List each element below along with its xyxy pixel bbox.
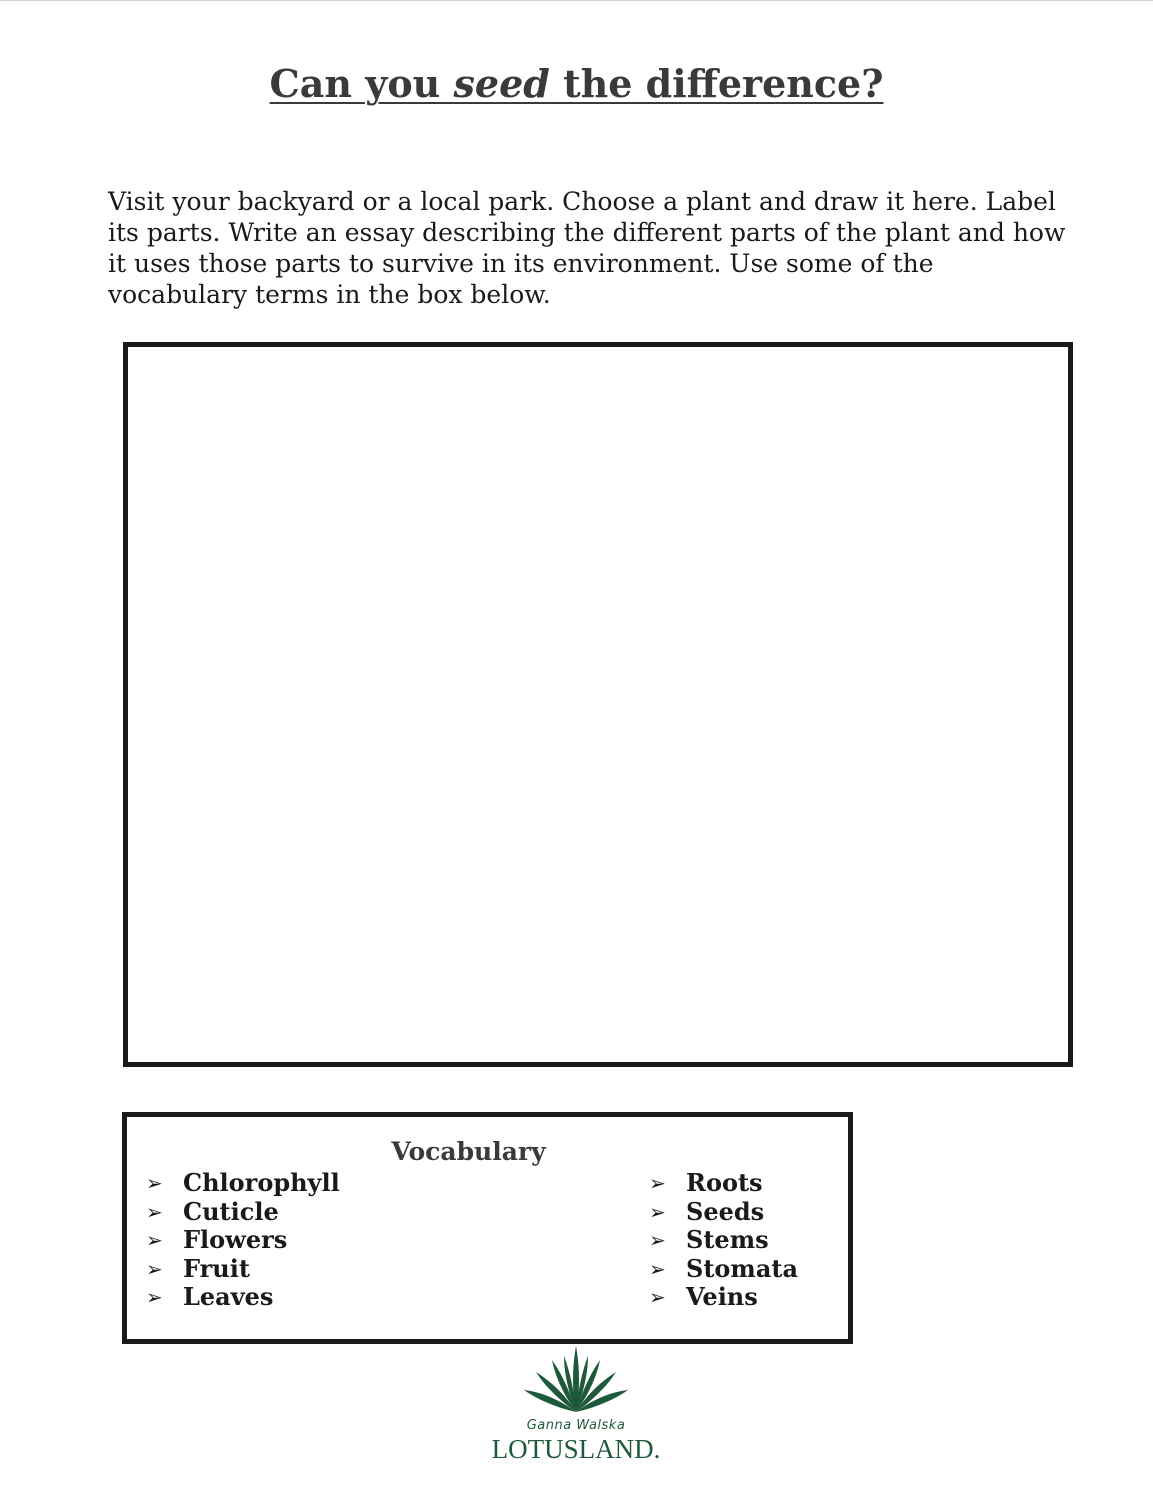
vocabulary-item: ➢ Fruit xyxy=(146,1253,250,1283)
vocabulary-box xyxy=(122,1112,853,1344)
arrowhead-bullet-icon: ➢ xyxy=(146,1171,163,1195)
arrowhead-bullet-icon: ➢ xyxy=(649,1199,666,1224)
arrowhead-bullet-icon: ➢ xyxy=(146,1199,163,1224)
vocabulary-item: ➢ Chlorophyll xyxy=(146,1168,340,1197)
title-before: Can you xyxy=(269,61,454,106)
vocabulary-item: ➢ Stomata xyxy=(649,1253,799,1283)
instructions-paragraph: Visit your backyard or a local park. Choose a plant and draw it here. Label its parts. Write an essay describing the different parts of the plant and how it uses those parts to survive in its environment. Use some of the vocabulary terms in the box below. xyxy=(108,187,1066,309)
vocabulary-item: ➢ Leaves xyxy=(146,1282,274,1311)
vocabulary-item: ➢ Cuticle xyxy=(146,1196,279,1226)
top-rule xyxy=(0,0,1153,1)
vocabulary-item: ➢ Seeds xyxy=(649,1196,765,1226)
vocabulary-list-right xyxy=(649,1169,798,1312)
logo-subtitle: Ganna Walska xyxy=(526,1418,626,1433)
lotus-icon xyxy=(524,1346,628,1416)
arrowhead-bullet-icon: ➢ xyxy=(649,1171,666,1195)
vocabulary-item: ➢ Stems xyxy=(649,1225,769,1254)
arrowhead-bullet-icon: ➢ xyxy=(146,1256,163,1281)
vocabulary-item: ➢ Roots xyxy=(649,1168,763,1197)
arrowhead-bullet-icon: ➢ xyxy=(146,1228,163,1252)
title-after: the difference? xyxy=(549,61,884,106)
arrowhead-bullet-icon: ➢ xyxy=(649,1228,666,1252)
arrowhead-bullet-icon: ➢ xyxy=(146,1285,163,1309)
page-title xyxy=(0,62,1153,106)
arrowhead-bullet-icon: ➢ xyxy=(649,1285,666,1309)
logo-wordmark: LOTUSLAND. xyxy=(491,1434,661,1464)
lotusland-logo xyxy=(476,1346,676,1471)
arrowhead-bullet-icon: ➢ xyxy=(649,1256,666,1281)
drawing-area[interactable] xyxy=(123,342,1073,1067)
vocabulary-heading: Vocabulary xyxy=(391,1137,546,1166)
vocabulary-item: ➢ Flowers xyxy=(146,1225,288,1254)
vocabulary-item: ➢ Veins xyxy=(649,1282,758,1311)
title-emphasis: seed xyxy=(453,61,550,106)
vocabulary-list-left xyxy=(146,1169,340,1312)
